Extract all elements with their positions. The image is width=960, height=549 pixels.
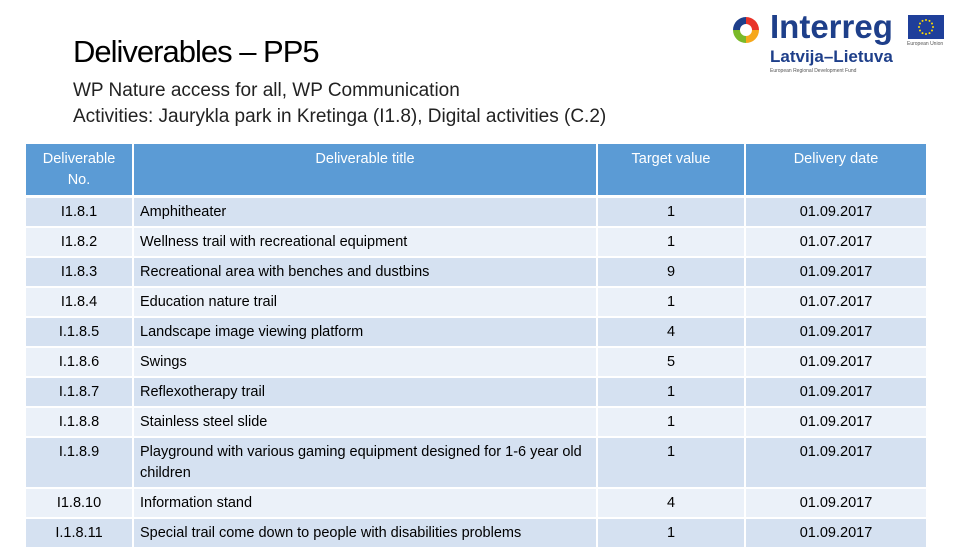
cell-title: Recreational area with benches and dustbins bbox=[134, 258, 598, 288]
interreg-swirl-icon bbox=[730, 14, 762, 46]
table-row bbox=[26, 318, 926, 348]
cell-target: 1 bbox=[598, 198, 746, 228]
cell-title: Wellness trail with recreational equipment bbox=[134, 228, 598, 258]
cell-no: I.1.8.7 bbox=[26, 378, 134, 408]
cell-no: I.1.8.6 bbox=[26, 348, 134, 378]
cell-date: 01.07.2017 bbox=[746, 228, 926, 258]
cell-date: 01.07.2017 bbox=[746, 288, 926, 318]
logo-fund: European Regional Development Fund bbox=[770, 68, 857, 74]
cell-target: 9 bbox=[598, 258, 746, 288]
cell-no: I1.8.4 bbox=[26, 288, 134, 318]
table-row bbox=[26, 198, 926, 228]
cell-no: I1.8.10 bbox=[26, 489, 134, 519]
cell-no: I1.8.3 bbox=[26, 258, 134, 288]
header-delivery-date: Delivery date bbox=[746, 144, 926, 198]
cell-no: I.1.8.9 bbox=[26, 438, 134, 489]
deliverables-table bbox=[26, 144, 926, 549]
interreg-logo bbox=[730, 8, 950, 74]
cell-date: 01.09.2017 bbox=[746, 408, 926, 438]
slide-subtitle bbox=[73, 78, 606, 130]
cell-target: 1 bbox=[598, 438, 746, 489]
cell-title: Education nature trail bbox=[134, 288, 598, 318]
table-row bbox=[26, 258, 926, 288]
table-row bbox=[26, 378, 926, 408]
cell-target: 1 bbox=[598, 288, 746, 318]
table-header-row bbox=[26, 144, 926, 198]
cell-title: Landscape image viewing platform bbox=[134, 318, 598, 348]
table-row bbox=[26, 288, 926, 318]
subtitle-line-2: Activities: Jaurykla park in Kretinga (I1.8), Digital activities (C.2) bbox=[73, 106, 607, 127]
table-row bbox=[26, 228, 926, 258]
logo-brand: Interreg bbox=[770, 8, 893, 45]
cell-no: I.1.8.11 bbox=[26, 519, 134, 549]
table-row bbox=[26, 348, 926, 378]
table-row bbox=[26, 519, 926, 549]
cell-title: Amphitheater bbox=[134, 198, 598, 228]
cell-date: 01.09.2017 bbox=[746, 489, 926, 519]
cell-target: 4 bbox=[598, 318, 746, 348]
cell-target: 4 bbox=[598, 489, 746, 519]
cell-title: Stainless steel slide bbox=[134, 408, 598, 438]
cell-date: 01.09.2017 bbox=[746, 318, 926, 348]
header-target-value: Target value bbox=[598, 144, 746, 198]
table-row bbox=[26, 489, 926, 519]
table-row bbox=[26, 438, 926, 489]
cell-no: I.1.8.8 bbox=[26, 408, 134, 438]
slide-title: Deliverables – PP5 bbox=[73, 34, 319, 69]
cell-title: Swings bbox=[134, 348, 598, 378]
cell-title: Playground with various gaming equipment designed for 1-6 year old children bbox=[134, 438, 598, 489]
header-deliverable-no: Deliverable No. bbox=[26, 144, 134, 198]
cell-target: 1 bbox=[598, 378, 746, 408]
cell-date: 01.09.2017 bbox=[746, 438, 926, 489]
cell-date: 01.09.2017 bbox=[746, 258, 926, 288]
cell-no: I.1.8.5 bbox=[26, 318, 134, 348]
eu-flag-icon bbox=[908, 15, 944, 39]
cell-date: 01.09.2017 bbox=[746, 378, 926, 408]
cell-date: 01.09.2017 bbox=[746, 519, 926, 549]
cell-title: Reflexotherapy trail bbox=[134, 378, 598, 408]
eu-label: European Union bbox=[907, 41, 944, 47]
cell-date: 01.09.2017 bbox=[746, 198, 926, 228]
cell-target: 5 bbox=[598, 348, 746, 378]
subtitle-line-1: WP Nature access for all, WP Communication bbox=[73, 80, 460, 101]
cell-date: 01.09.2017 bbox=[746, 348, 926, 378]
cell-target: 1 bbox=[598, 519, 746, 549]
cell-title: Special trail come down to people with disabilities problems bbox=[134, 519, 598, 549]
cell-target: 1 bbox=[598, 228, 746, 258]
table-row bbox=[26, 408, 926, 438]
header-deliverable-title: Deliverable title bbox=[134, 144, 598, 198]
cell-title: Information stand bbox=[134, 489, 598, 519]
cell-target: 1 bbox=[598, 408, 746, 438]
cell-no: I1.8.2 bbox=[26, 228, 134, 258]
logo-region: Latvija–Lietuva bbox=[770, 47, 893, 66]
cell-no: I1.8.1 bbox=[26, 198, 134, 228]
